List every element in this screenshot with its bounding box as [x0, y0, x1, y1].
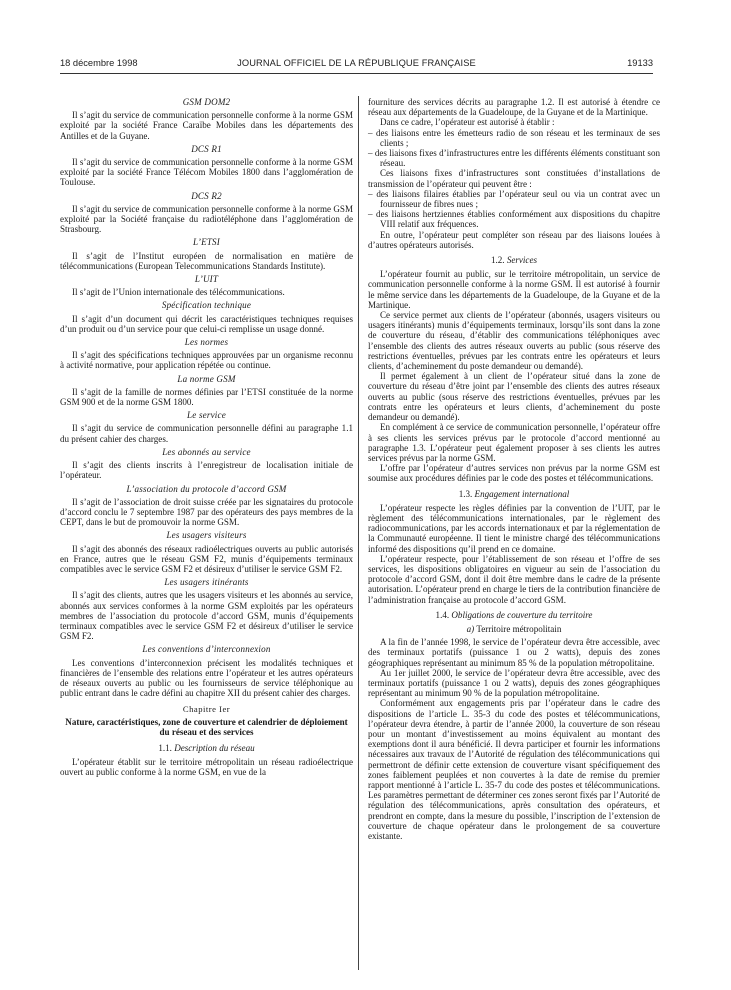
paragraph: Dans ce cadre, l’opérateur est autorisé à établir :	[380, 117, 555, 128]
section-title: Les abonnés au service	[162, 446, 251, 457]
paragraph: L’offre par l’opérateur d’autres services non prévus par la norme GSM est soumise aux procédures définies par le code des postes et télécommunications.	[368, 463, 660, 484]
sub-subsection-title: Territoire métropolitain	[476, 623, 562, 634]
paragraph: Il s’agit des clients inscrits à l’enregistreur de localisation initiale de l’opérateur.	[60, 460, 353, 481]
header-rule	[60, 73, 653, 74]
paragraph: Il s’agit du service de communication personnelle conforme à la norme GSM exploité par la société France Télécom Mobiles 1800 dans l’agglomération de Toulouse.	[60, 157, 353, 188]
paragraph: En complément à ce service de communication personnelle, l’opérateur offre à ses clients les services prévus par le protocole d’accord mentionné au paragraphe 1.3. L’opérateur peut également proposer à ses clients les autres services prévus par la norme GSM.	[368, 422, 660, 463]
subsection-number: 1.2.	[491, 255, 505, 266]
section-title: Les usagers itinérants	[164, 577, 249, 588]
section-title: L’association du protocole d’accord GSM	[126, 483, 287, 494]
list-item: – des liaisons hertziennes établies conformément aux dispositions du chapitre VIII relatif aux fréquences.	[368, 209, 660, 230]
section-title: Spécification technique	[161, 300, 252, 311]
subsection-heading	[368, 255, 660, 265]
paragraph: L’opérateur respecte, pour l’établissement de son réseau et l’offre de ses services, les dispositions obligatoires en vigueur au sein de l’association du protocole d’accord GSM, dont il doit être membre dans le cadre de la présente autorisation. L’opérateur prend en charge le tiers de la contribution financière de l’administration française au protocole d’accord GSM.	[368, 553, 660, 605]
chapter-title: Nature, caractéristiques, zone de couverture et calendrier de déploiement du réseau et des services	[65, 716, 348, 738]
paragraph: Il s’agit de la famille de normes définies par l’ETSI constituée de la norme GSM 900 et de la norme GSM 1800.	[60, 386, 353, 408]
paragraph: Il s’agit d’un document qui décrit les caractéristiques techniques requises d’un produit ou d’un service pour que celui-ci remplisse un usage donné.	[60, 313, 353, 334]
paragraph: Il s’agit du service de communication personnelle conforme à la norme GSM exploité par la société France Caraïbe Mobiles dans les départements des Antilles et de la Guyane.	[60, 110, 353, 141]
paragraph: Au 1er juillet 2000, le service de l’opérateur devra être accessible, avec des terminaux portatifs (puissance 1 ou 2 watts), depuis des zones géographiques représentant au minimum 90 % de la population métropolitaine.	[368, 667, 660, 699]
sub-subsection-letter: a)	[466, 623, 475, 634]
subsection-number: 1.3.	[458, 488, 473, 499]
paragraph: Il s’agit des clients, autres que les usagers visiteurs et les abonnés au service, abonnés aux services conformes à la norme GSM exploités par les opérateurs membres de l’association du protocole d’accord GSM, munis d’équipements terminaux compatibles avec le service GSM F2 et désireux d’utiliser le service GSM F2.	[60, 590, 353, 642]
paragraph: Il s’agit de l’Union internationale des télécommunications.	[72, 287, 285, 298]
subsection-title: Description du réseau	[174, 742, 255, 753]
subsection-heading	[368, 489, 660, 499]
section-title: L’ETSI	[192, 237, 220, 248]
paragraph: A la fin de l’année 1998, le service de l’opérateur devra être accessible, avec des terminaux portatifs (puissance 1 ou 2 watts), depuis des zones géographiques représentant au minimum 85 % de la population métropolitaine.	[368, 637, 660, 668]
paragraph: L’opérateur fournit au public, sur le territoire métropolitain, un service de communication personnelle conforme à la norme GSM. Il est autorisé à fournir le même service dans les départements de la Guadeloupe, de la Guyane et de la Martinique.	[368, 269, 660, 310]
header-date: 18 décembre 1998	[60, 58, 138, 68]
section-title: Le service	[187, 410, 226, 421]
column-divider	[358, 96, 359, 970]
sub-subsection-heading	[368, 624, 660, 634]
paragraph: Il s’agit de l’Institut européen de normalisation en matière de télécommunications (European Telecommunications Standards Institute).	[60, 250, 353, 271]
subsection-number: 1.1.	[158, 742, 172, 753]
section-title: Les conventions d’interconnexion	[142, 644, 271, 655]
paragraph: Conformément aux engagements pris par l’opérateur dans le cadre des dispositions de l’article L. 35-3 du code des postes et télécommunications, l’opérateur devra étendre, à partir de l’année 2000, la couverture de son réseau pour un montant d’investissement au moins équivalent au montant des exemptions dont il aura bénéficié. Il devra participer et fournir les informations nécessaires aux travaux de l’Autorité de régulation des télécommunications qui permettront de définir cette extension de couverture visant spécifiquement des zones faiblement peuplées et non couvertes à la date de remise du premier rapport mentionné à l’article L. 35-7 du code des postes et télécommunications. Les paramètres permettant de déterminer ces zones seront fixés par l’Autorité de régulation des télécommunications, après consultation des opérateurs, et prendront en compte, dans la mesure du possible, l’inscription de l’extension de couverture de chaque opérateur dans le prolongement de sa couverture existante.	[368, 698, 660, 842]
section-title: DCS R1	[191, 143, 222, 154]
subsection-title: Engagement international	[474, 488, 570, 499]
section-title: La norme GSM	[177, 373, 236, 384]
list-item: – des liaisons fixes d’infrastructures entre les différents éléments constituant son réseau.	[368, 148, 660, 169]
paragraph: Il s’agit du service de communication personnelle conforme à la norme GSM exploité par la Société française du radiotéléphone dans l’agglomération de Strasbourg.	[60, 203, 353, 235]
subsection-heading	[60, 743, 353, 753]
section-title: Les usagers visiteurs	[166, 530, 247, 541]
subsection-title: Obligations de couverture du territoire	[451, 609, 593, 620]
page-header	[60, 58, 653, 72]
list-item: – des liaisons entre les émetteurs radio de son réseau et les terminaux de ses clients ;	[368, 127, 660, 148]
paragraph: Les conventions d’interconnexion précisent les modalités techniques et financières de l’ensemble des relations entre l’opérateur et les autres opérateurs de réseaux ouverts au public ou les fournisseurs de service téléphonique au public entrant dans le cadre défini au chapitre XII du présent cahier des charges.	[60, 657, 353, 699]
paragraph: L’opérateur respecte les règles définies par la convention de l’UIT, par le règlement des télécommunications internationales, par le règlement des radiocommunications, par les accords internationaux et par la réglementation de la Communauté européenne. Il tient le ministre chargé des télécommunications informé des dispositions qu’il prend en ce domaine.	[368, 502, 660, 554]
right-column	[368, 97, 660, 841]
paragraph: En outre, l’opérateur peut compléter son réseau par des liaisons louées à d’autres opérateurs autorisés.	[368, 229, 660, 250]
section-title: DCS R2	[191, 190, 222, 201]
paragraph: Ces liaisons fixes d’infrastructures sont constituées d’installations de transmission de l’opérateur qui peuvent être :	[368, 168, 660, 189]
subsection-heading	[368, 610, 660, 620]
subsection-title: Services	[506, 255, 537, 266]
paragraph: Il s’agit de l’association de droit suisse créée par les signataires du protocole d’accord conclu le 7 septembre 1987 par des opérateurs des pays membres de la CEPT, dans le but de promouvoir la norme GSM.	[60, 496, 353, 528]
header-page-number: 19133	[627, 58, 653, 68]
left-column	[60, 97, 353, 777]
list-item: – des liaisons filaires établies par l’opérateur seul ou via un contrat avec un fournisseur de fibres nues ;	[368, 188, 660, 210]
section-title: Les normes	[184, 337, 229, 348]
paragraph: Il s’agit des spécifications techniques approuvées par un organisme reconnu à activité normative, pour application répétée ou continue.	[60, 350, 353, 371]
chapter-label: Chapitre Ier	[182, 704, 231, 715]
header-journal-title: JOURNAL OFFICIEL DE LA RÉPUBLIQUE FRANÇAISE	[237, 58, 476, 68]
paragraph: Il s’agit des abonnés des réseaux radioélectriques ouverts au public autorisés en France, autres que le réseau GSM F2, munis d’équipements terminaux compatibles avec le service GSM F2 et désireux d’utiliser le service GSM F2.	[60, 543, 353, 574]
section-title: GSM DOM2	[182, 97, 231, 107]
section-title: L’UIT	[194, 274, 219, 285]
paragraph: fourniture des services décrits au paragraphe 1.2. Il est autorisé à étendre ce réseau aux départements de la Guadeloupe, de la Guyane et de la Martinique.	[368, 97, 660, 118]
paragraph: L’opérateur établit sur le territoire métropolitain un réseau radioélectrique ouvert au public conforme à la norme GSM, en vue de la	[60, 756, 353, 778]
paragraph: Il s’agit du service de communication personnelle défini au paragraphe 1.1 du présent cahier des charges.	[60, 423, 353, 444]
paragraph: Ce service permet aux clients de l’opérateur (abonnés, usagers visiteurs ou usagers itinérants) munis d’équipements terminaux, lorsqu’ils sont dans la zone de couverture du réseau, d’établir des communications téléphoniques avec l’ensemble des clients des autres réseaux ouverts au public (sous réserve des restrictions éventuelles, prévues par les contrats entre les opérateurs et leurs clients, d’acheminement du poste demandeur ou demandé).	[368, 310, 660, 372]
subsection-number: 1.4.	[435, 609, 450, 620]
paragraph: Il permet également à un client de l’opérateur situé dans la zone de couverture du réseau d’être joint par l’ensemble des clients des autres réseaux ouverts au public (sous réserve des restrictions éventuelles, prévues par les contrats entre les opérateurs et leurs clients, d’acheminement du poste demandeur ou demandé).	[368, 371, 660, 423]
